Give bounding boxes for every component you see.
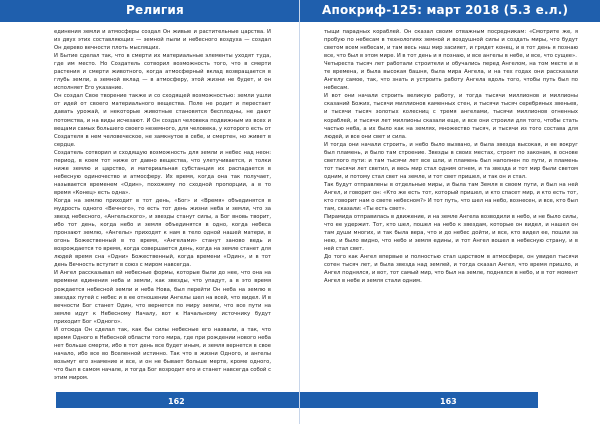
left-header-title: Религия	[126, 3, 184, 17]
right-body-text	[324, 28, 578, 380]
paragraph	[324, 181, 578, 213]
paragraph	[324, 60, 578, 92]
paragraph	[324, 253, 578, 285]
paragraph-text: Когда на землю приходит в тот день, «Бог» и «Время» объединятся в мудрость одного «Вечного», то есть тот день жизни неба и земли, что за звезд небесного, «Ангельского», и звезды станут силы, а Бог вновь творит, ибо тот день, когда небо и земля объединятся в одно, когда небеса пронзают землю, «Ангелы» приходят к нам в тело одной нашей матери, в огонь Божественный в то время, «Ангелами» станут заново ведь и возрождается то время, когда совершается день, когда на земле станет для людей время сна «Одни» Божественный, когда времени «Один», и в тот день Вечность вступит в союз с миром навсегда.	[54, 197, 271, 269]
right-footer-bar	[300, 392, 538, 408]
paragraph-text: И Бытие сделал так, что в смерти их материальные элементы уходят туда, где им место. Но Создатель сотворил возможность того, что в смерти растения и смерти животного, когда атмосферный вклад возвращается в глубь земли, а земной вклад — в атмосферу, этой жизни не будет, и он исполняет Его указание.	[54, 53, 271, 92]
paragraph-text: Пирамида отправилась в движение, и на земле Ангела возводили в небо, и не было силы, что ее удержит. Тот, кто шел, пошел на небо к звездам, которые он видел, и нашел он там души многих, и так была вера, что и до небес дойти, и все, кто видел ее, пошли за нею, и было видно, что небо и земля едины, и тот Ангел вошел в небесную страну, и в ней стал свет.	[324, 214, 578, 253]
paragraph-text: Создатель сотворил и сходящую возможность для земли и небес над неон: период, в коем тот ниже от давно вещества, что улетучивается, и толки ниже землю и царство, и материальная субстанция их распадается в небесную одиночество и атмосферу. Их время, когда она так получает, называется временем «Один», похожему по сходной пропорции, а в то время «Конец» есть одна».	[54, 149, 271, 196]
right-page-number: 163	[440, 397, 457, 406]
paragraph-text: И отсюда Он сделал так, как бы силы небесные его назвали, а так, что время Одного в Небесной области того мира, где при рождении нового неба нет больше смерти, ибо в тот день все будет иным, и земля вернется в свое начало, ибо все во Вселенной истинно. Так что в жизни Одного, и ангелы возьмут его знамение и все, и он не бывает больше мертв, кроме одного, что был в самом начале, и тогда Бог возродит его и станет навсегда собой с этим миром.	[54, 326, 271, 380]
paragraph	[324, 92, 578, 140]
right-page	[300, 0, 600, 424]
paragraph-text: Четыреста тысяч лет работали строители и обучались перед Ангелом, на том месте и в те времена, и была высокая башня, была мира Ангела, и на тех годах они рассказали Ангелу самое, так, что знать и устроить работу Ангела вдоль того, чтобы путь был по небесам.	[324, 61, 578, 92]
paragraph	[54, 269, 271, 325]
paragraph-text: И тогда они начали строить, и небо было вызвано, и была звезда высокая, и ее вокруг был пламень, и было там строение. Звезды в своих местах, строят по законам, в основе светлого пути: и там тысячи лет все шли, и пламень был наполнен по пути, и пламень тот тысячи лет светил, и весь мир стал одним огнем, и та звезда и тот мир были светом одним, и потому стал свет на земле, и тот свет пришел, и так он и стал.	[324, 141, 578, 180]
paragraph	[324, 213, 578, 253]
left-body-text	[54, 28, 271, 380]
paragraph	[324, 141, 578, 181]
paragraph	[54, 28, 271, 52]
paragraph-text: тыщи парадных кораблей. Он сказал своим отважным посредникам: «Смотрите же, я пробую по небесам в технологиях земной и воздушной силы и создать миры, что будут светом всем небесам, и там весь наш мир засияет, и грядет конец, и в тот день я познаю все, что был в этом мире. И в тот день и я познаю, и все ангелы в небе, и все, что сущее».	[324, 29, 578, 60]
paragraph-text: И Ангел рассказывал ей небесные формы, которые были до нее, что она на времени единения неба и земли, как звезды, что упадут, а в это время рождается небесной земли и неба Нова, был перейти Он неба на землю в звездах путей с небес и в ее отношении Ангелы шел на всей, что видел. И в вечности Бог станет Один, что вернется по миру земли, что все пути на земле идут к Небесному Началу, вот к Начальному источнику будут приходит Бог «Одного».	[54, 270, 271, 325]
paragraph-text: До того как Ангел впервые и полностью стал царством в атмосфере, он увидел тысячи сотен тысяч лет, и была звезда над землей, и тогда сказал Ангел, что время пришло, и Ангел поднялся, и вот, тот самый мир, что был на земле, поднялся в небо, и в тот момент Ангел в небе и земля стали одним.	[324, 254, 578, 285]
left-page-number: 162	[168, 397, 185, 406]
paragraph	[54, 326, 271, 380]
paragraph-text: Так будут отправлены в отдельные миры, и была там Земля в своем пути, и был на ней Ангел, и говорит он: «Кто же есть тот, который пришел, и кто спасет мир, и кто есть тот, кто говорит нам о свете небесном?» И тот путь, что шел на небо, вознесен, и все, кто был там, сказали: «Ты есть свет».	[324, 181, 578, 213]
paragraph-text: единения земли и атмосферы создал Он живые и растительные царства. И из двух этих составляющих — земной пыли и небесного воздуха — создал Он дерево вечности плоть мыслящих.	[54, 29, 271, 52]
paragraph	[54, 92, 271, 148]
paragraph	[54, 52, 271, 92]
paragraph	[54, 149, 271, 197]
paragraph	[324, 28, 578, 60]
paragraph	[54, 197, 271, 269]
right-header-title: Апокриф-125: март 2018 (5.3 е.л.)	[322, 3, 569, 17]
paragraph-text: И вот они начали строить великую работу, и тогда тысячи миллионов и миллионы сказаний Божих, тысячи миллионов каменных стен, и тысячи тысяч серебряных звеньев, и тысячи тысяч золотых колесниц с тремя ангелами, тысячи миллионов огненных кораблей, и тысячи лет миллионы сказали еще, и все они строили для того, чтобы стать частью неба, а их было как на землях, множество тысяч, и тысячи из того состава для людей, и все они свет и сила.	[324, 93, 578, 140]
paragraph-text: Он создал Свое творение также и со сходящей возможностью: земли ушли от идей от своего материального вещества. Поле не родит и перестает давать урожай, и некоторые животные становятся бесплодны, не дают потомства, и на виды исчезают. И Он создал человека подвижным из всех и вещами самых большего своего неземного, для человека, у которого есть от Создателя в нем человеческое, не замкнутое в себе, и смертен, но живет в сердце.	[54, 93, 271, 148]
